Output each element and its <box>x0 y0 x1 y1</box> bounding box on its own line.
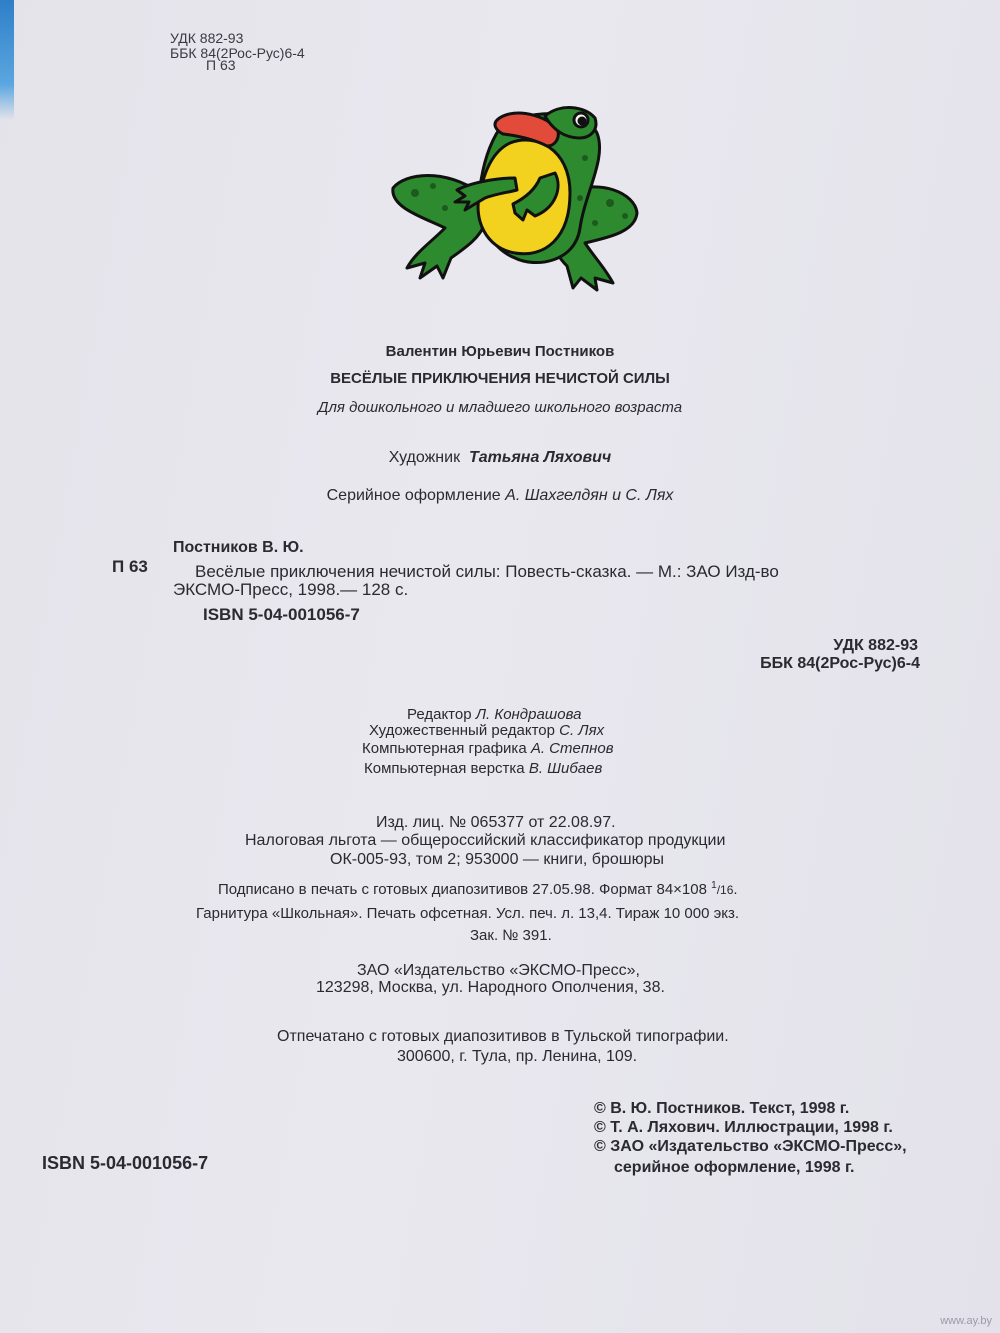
format-denominator: /16 <box>716 883 734 897</box>
publisher-line-2: 123298, Москва, ул. Народного Ополчения, 38. <box>316 979 665 996</box>
credit-graphics <box>362 740 614 757</box>
catalog-isbn: ISBN 5-04-001056-7 <box>203 605 360 624</box>
publisher-line-1: ЗАО «Издательство «ЭКСМО-Пресс», <box>357 962 640 979</box>
credit-name: В. Шибаев <box>528 760 603 777</box>
print-info-end: . <box>733 881 738 898</box>
copyright-line-1: © В. Ю. Постников. Текст, 1998 г. <box>594 1100 850 1117</box>
print-info-line-3: Зак. № 391. <box>470 927 552 944</box>
top-p-code: П 63 <box>206 57 236 73</box>
print-info-text: Подписано в печать с готовых диапозитивов 27.05.98. Формат 84×108 <box>218 881 707 898</box>
printer-line-2: 300600, г. Тула, пр. Ленина, 109. <box>397 1048 638 1065</box>
credit-label: Компьютерная верстка <box>364 760 525 777</box>
credit-art-editor <box>369 722 604 739</box>
watermark: www.ay.by <box>940 1315 992 1327</box>
credit-label: Художественный редактор <box>369 722 555 739</box>
series-design-line <box>0 487 1000 505</box>
series-label: Серийное оформление <box>326 487 501 504</box>
artist-label: Художник <box>388 449 461 466</box>
catalog-bbk: ББК 84(2Рос-Рус)6-4 <box>760 655 920 672</box>
frog-illustration <box>385 98 645 298</box>
format-numerator: 1 <box>711 880 717 891</box>
series-names: А. Шахгелдян и С. Лях <box>505 487 674 504</box>
license-line-1: Изд. лиц. № 065377 от 22.08.97. <box>376 814 616 831</box>
catalog-udk: УДК 882-93 <box>833 637 918 654</box>
credit-name: Л. Кондрашова <box>475 706 582 723</box>
book-title: ВЕСЁЛЫЕ ПРИКЛЮЧЕНИЯ НЕЧИСТОЙ СИЛЫ <box>330 370 670 387</box>
credit-editor <box>407 706 581 723</box>
copyright-line-4: серийное оформление, 1998 г. <box>614 1159 855 1176</box>
credit-layout <box>364 760 602 777</box>
audience-note: Для дошкольного и младшего школьного возраста <box>317 399 683 416</box>
top-bbk: ББК 84(2Рос-Рус)6-4 <box>170 45 305 61</box>
copyright-line-3: © ЗАО «Издательство «ЭКСМО-Пресс», <box>594 1138 907 1155</box>
artist-line <box>0 449 1000 467</box>
artist-name: Татьяна Ляхович <box>468 449 612 466</box>
author-name: Валентин Юрьевич Постников <box>385 343 615 360</box>
license-line-3: ОК-005-93, том 2; 953000 — книги, брошюры <box>330 851 664 868</box>
credit-name: А. Степнов <box>530 740 614 757</box>
blue-cover-edge <box>0 0 14 120</box>
credit-name: С. Лях <box>559 722 605 739</box>
credit-label: Редактор <box>407 706 472 723</box>
catalog-line-2: ЭКСМО-Пресс, 1998.— 128 с. <box>173 580 409 599</box>
catalog-heading: Постников В. Ю. <box>173 539 304 556</box>
catalog-line-1: Весёлые приключения нечистой силы: Повесть-сказка. — М.: ЗАО Изд-во <box>195 562 779 581</box>
print-info-line-1 <box>218 880 738 898</box>
credit-label: Компьютерная графика <box>362 740 527 757</box>
bottom-isbn: ISBN 5-04-001056-7 <box>42 1153 209 1173</box>
printer-line-1: Отпечатано с готовых диапозитивов в Тульской типографии. <box>277 1028 729 1045</box>
copyright-line-2: © Т. А. Ляхович. Иллюстрации, 1998 г. <box>594 1119 893 1136</box>
print-info-line-2: Гарнитура «Школьная». Печать офсетная. Усл. печ. л. 13,4. Тираж 10 000 экз. <box>196 905 740 922</box>
license-line-2: Налоговая льгота — общероссийский классификатор продукции <box>245 832 726 849</box>
catalog-code: П 63 <box>112 557 148 576</box>
top-udk: УДК 882-93 <box>170 30 244 46</box>
